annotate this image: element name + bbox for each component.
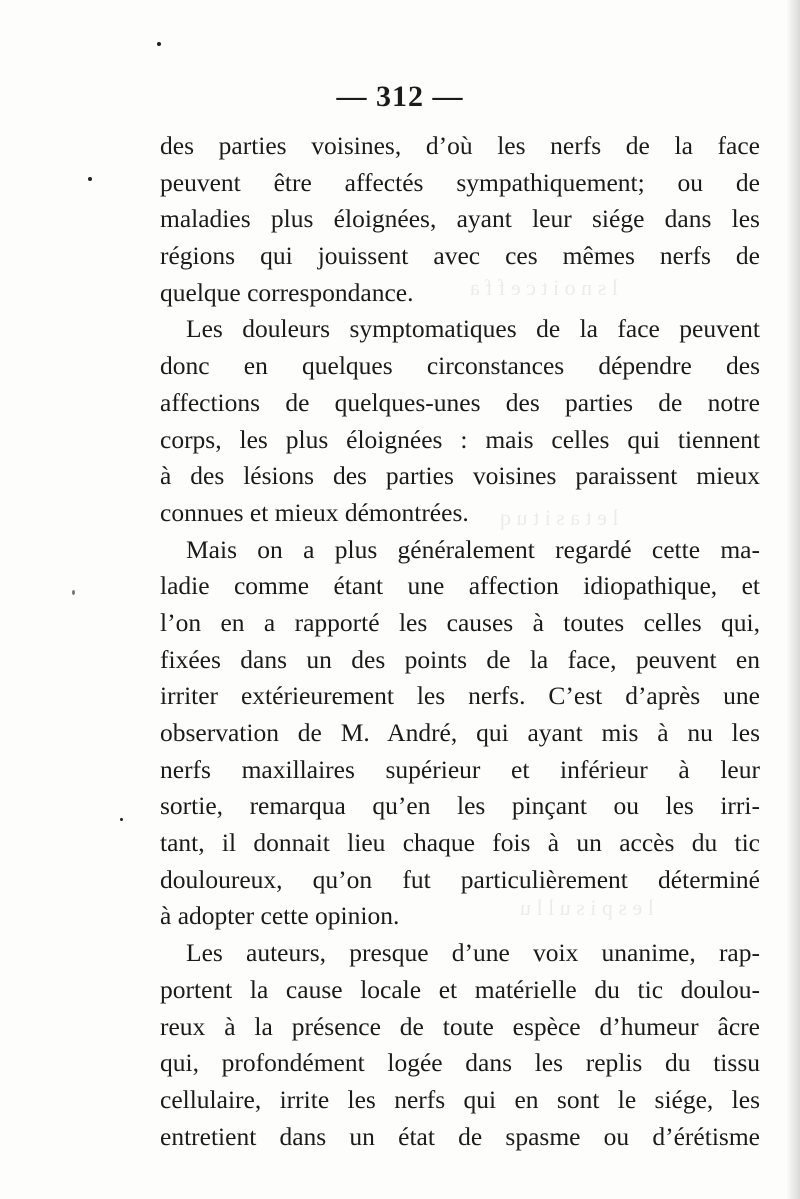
text-line: quelque correspondance. — [160, 277, 414, 307]
text-line: reux à la présence de toute espèce d’humeur âcre — [160, 1011, 760, 1041]
paragraph-start-line: Les douleurs symptomatiques de la face peuvent — [186, 314, 760, 344]
text-line: tant, il donnait lieu chaque fois à un accès du tic — [160, 828, 760, 858]
text-line: à adopter cette opinion. — [160, 901, 400, 931]
body-text — [160, 128, 760, 1155]
page-edge-shadow — [786, 0, 800, 1199]
text-line: affections de quelques-unes des parties de notre — [160, 387, 760, 417]
text-line: douloureux, qu’on fut particulièrement déterminé — [160, 864, 760, 894]
ink-speck — [72, 590, 75, 595]
text-line: l’on en a rapporté les causes à toutes celles qui, — [160, 607, 760, 637]
text-line: observation de M. André, qui ayant mis à nu les — [160, 718, 760, 747]
text-line: à des lésions des parties voisines paraissent mieux — [160, 461, 760, 491]
ink-speck — [157, 42, 161, 46]
text-line: qui, profondément logée dans les replis du tissu — [160, 1048, 760, 1078]
paragraph-start-line: Les auteurs, presque d’une voix unanime, rap- — [186, 938, 760, 968]
text-line: nerfs maxillaires supérieur et inférieur à leur — [160, 754, 760, 784]
text-line: irriter extérieurement les nerfs. C’est d’après une — [160, 681, 760, 711]
text-line: fixées dans un des points de la face, peuvent en — [160, 644, 760, 674]
text-line: corps, les plus éloignées : mais celles qui tiennent — [160, 424, 760, 454]
text-line: ladie comme étant une affection idiopathique, et — [160, 571, 760, 601]
text-line: maladies plus éloignées, ayant leur siége dans les — [160, 204, 760, 234]
show-through-mark: l s n o i t c e f f a — [470, 275, 618, 300]
text-line: entretient dans un état de spasme ou d’érétisme — [160, 1121, 760, 1151]
text-line: peuvent être affectés sympathiquement; ou de — [160, 167, 760, 197]
page-number: — 312 — — [336, 80, 464, 113]
text-line: des parties voisines, d’où les nerfs de la face — [160, 131, 760, 160]
text-line: régions qui jouissent avec ces mêmes nerfs de — [160, 241, 760, 271]
text-line: donc en quelques circonstances dépendre des — [160, 351, 760, 381]
paragraph-start-line: Mais on a plus généralement regardé cette ma- — [186, 534, 760, 564]
ink-speck — [120, 818, 123, 821]
ink-speck — [88, 177, 92, 181]
text-line: cellulaire, irrite les nerfs qui en sont le siége, les — [160, 1084, 760, 1114]
show-through-mark: l e t a s i t u q — [500, 505, 619, 530]
text-line: sortie, remarqua qu’en les pinçant ou les irri- — [160, 791, 760, 821]
text-line: connues et mieux démontrées. — [160, 497, 469, 527]
show-through-mark: l e s p i s u l l u — [520, 895, 654, 920]
text-line: portent la cause locale et matérielle du tic doulou- — [160, 974, 760, 1004]
